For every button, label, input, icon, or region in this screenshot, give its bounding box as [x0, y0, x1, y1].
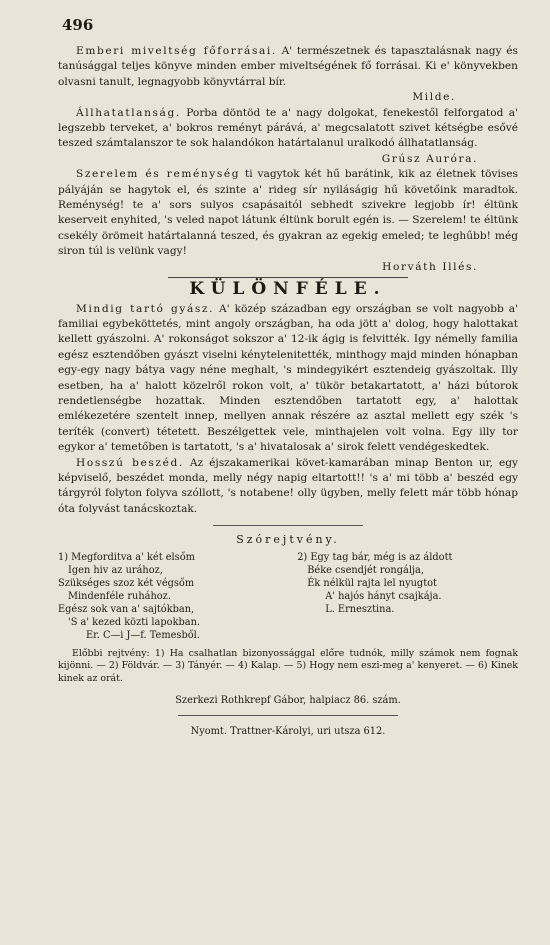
paragraph-author: Grúsz Auróra. — [381, 152, 478, 165]
item-lead: Mindig tartó gyász. — [76, 302, 215, 315]
item-paragraph — [58, 456, 518, 518]
paragraph — [58, 167, 518, 259]
puzzle-right — [297, 551, 518, 642]
paragraph-author: Horváth Illés. — [382, 260, 478, 273]
editor-line: Szerkezi Rothkrepf Gábor, halpiacz 86. szám. — [175, 695, 401, 707]
paragraph-lead: Szerelem és reménység — [76, 168, 241, 181]
divider — [178, 715, 398, 716]
puzzle-line: Igen hiv az urához, — [68, 564, 163, 576]
paragraph-text: A' természetnek és tapasztalásnak nagy és tanúsággal teljes könyve minden ember miveltségének fő forrásai. Ki e' könyvekben olvasni tanult, legnagyobb könyvtárral bír. — [58, 45, 518, 88]
puzzle-line: Szükséges szoz két végsőm — [58, 577, 195, 589]
puzzle-line: Mindenféle ruhához. — [68, 590, 171, 602]
puzzle-line: Ék nélkül rajta lel nyugtot — [307, 577, 437, 589]
section-title: KÜLÖNFÉLE. — [168, 277, 408, 297]
paragraph-text: ti vagytok két hű barátink, kik az életnek tövises pályáján se hagytok el, és szinte a' rideg sír nyiláságig hű követőink maradtok. Reménység! te a' sors sulyos csapásaitól sebhedt szivekre legjobb ír! éltünk keserveit enyhited, 's veled napot látunk éltünk borult egén is. — Szerelem! te éltünk csekély örömeit határtalanná teszed, és gyakran az egekig emeled; te leghűbb! még siron túl is velünk vagy! — [58, 168, 518, 258]
paragraph — [58, 44, 518, 90]
puzzle-left — [58, 551, 279, 642]
item-text: A' közép században egy országban se volt nagyobb a' familiai egybeköttetés, mint angoly országban, ha oda jött a' dolog, hogy halottakat kellett gyászolni. A' rokonságot sokszor a' 12-ik ágig is felvitték. Igy némelly familia egész esztendőben gyászt viselni kénytelenitették, minthogy majd minden hónapban egy-egy nagy bátya vagy néne meghalt, 's mindegyikért esztendeig gyászoltak. Illy esetben, ha a' halott közelről rokon volt, a' tükör betakartatott, a' házi bútorok rendetlenségbe hozattak. Minden esztendőben tartatott egy, a' halottak emlékezetére szentelt innep, mellyen annak részére az asztal mellett egy szék 's teríték (convert) tétetett. Beszélgettek vele, minthajelen volt volna. Egy illy tor egykor a' temetőben is tartatott, 's a' hivatalosak a' sirok felett vendégeskedtek. — [58, 302, 518, 454]
page-number: 496 — [62, 16, 94, 34]
paragraph-lead: Emberi miveltség főforrásai. — [76, 45, 277, 57]
puzzle-line: A' hajós hányt csajkája. — [325, 590, 442, 602]
puzzle-line: Béke csendjét rongálja, — [307, 564, 424, 576]
printer-line: Nyomt. Trattner-Károlyi, uri utsza 612. — [190, 725, 386, 737]
puzzle-line: Egész sok van a' sajtókban, — [58, 603, 195, 615]
puzzle-columns — [58, 551, 518, 642]
item-lead: Hosszú beszéd. — [76, 456, 184, 469]
item-text: Az éjszakamerikai követ-kamarában minap Benton ur, egy képviselő, beszédet monda, melly négy napig eltartott!! 's a' mi több a' beszéd egy tárgyról folyton folyva szóllott, 's notabene! olly ügyben, melly felett már több hónap óta folyvást tanácskoztak. — [58, 456, 518, 515]
body-text — [58, 44, 518, 739]
puzzle-title: Szórejtvény. — [236, 533, 340, 547]
puzzle-line: 2) Egy tag bár, még is az áldott — [297, 551, 453, 563]
paragraph — [58, 106, 518, 152]
item-paragraph — [58, 302, 518, 456]
paragraph-author: Milde. — [412, 91, 456, 104]
divider — [213, 525, 363, 526]
puzzle-line: 1) Megforditva a' két elsőm — [58, 551, 195, 563]
paragraph-text: Porba döntöd te a' nagy dolgokat, fenekestől felforgatod a' legszebb terveket, a' bokros reményt párává, a' megcsalatott szivet kétségbe esővé teszed számtalanszor te sok halandókon határtalanul uralkodó állhatatlanság. — [58, 106, 518, 150]
previous-answers: Előbbi rejtvény: 1) Ha csalhatlan bizonyossággal előre tudnók, milly számok nem fognak kijönni. — 2) Földvár. — 3) Tányér. — 4) Kalap. — 5) Hogy nem eszi-meg a' kenyeret. — 6) Kinek kinek az orát. — [58, 647, 518, 684]
puzzle-author: L. Ernesztina. — [325, 603, 395, 615]
paragraph-lead: Állhatatlanság. — [76, 106, 181, 119]
puzzle-line: 'S a' kezed közti lapokban. — [68, 616, 201, 628]
puzzle-author: Er. C—i J—f. Temesből. — [86, 629, 200, 641]
